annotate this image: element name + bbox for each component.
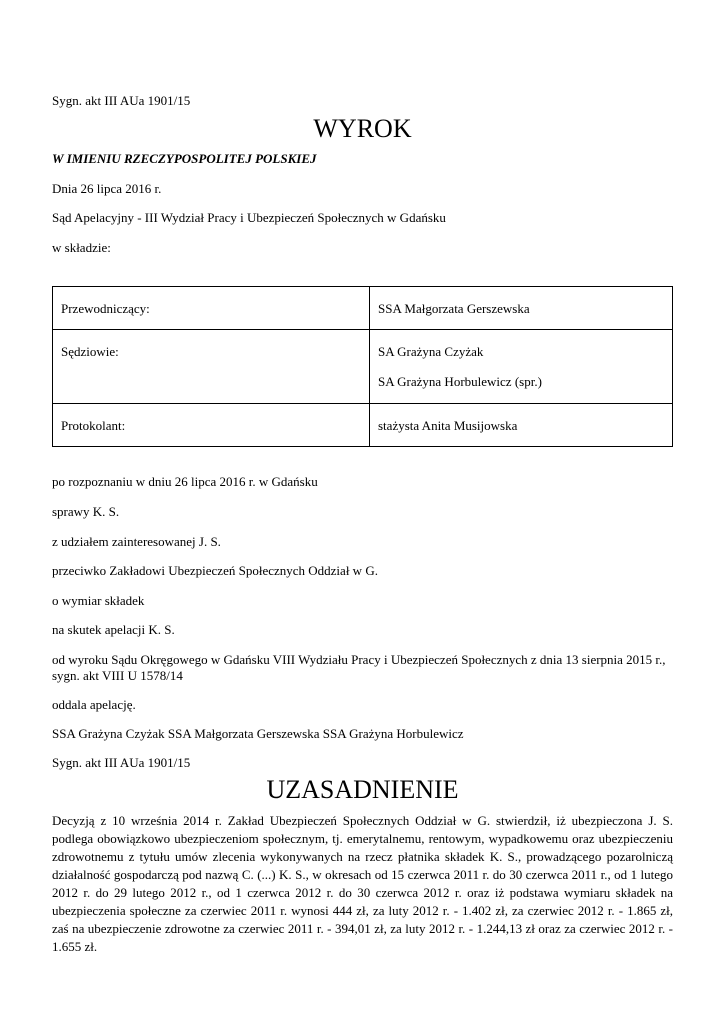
justification-paragraph: Decyzją z 10 września 2014 r. Zakład Ubezpieczeń Społecznych Oddział w G. stwierdził, iż ubezpieczona J. S. podlega obowiązkowo ubezpieczeniom społecznym, tj. emerytalnemu, rentowym, wypadkowemu oraz ubezpieczeniu zdrowotnemu z tytułu umów zlecenia wykonywanych na rzecz płatnika składek K. S., prowadzącego pozarolniczą działalność gospodarczą pod nazwą C. (...) K. S., w okresach od 15 czerwca 2011 r. do 30 czerwca 2011 r., od 1 lutego 2012 r. do 29 lutego 2012 r., od 1 czerwca 2012 r. do 30 czerwca 2012 r. oraz iż podstawa wymiaru składek na ubezpieczenia społeczne za czerwiec 2011 r. wynosi 444 zł, za luty 2012 r. - 1.402 zł, za czerwiec 2012 r. - 1.865 zł, zaś na ubezpieczenie zdrowotne za czerwiec 2011 r. - 394,01 zł, za luty 2012 r. - 1.244,13 zł oraz za czerwiec 2012 r. - 1.655 zł.	[52, 813, 673, 954]
judge-2: SA Grażyna Horbulewicz (spr.)	[378, 374, 542, 389]
clerk-label: Protokolant:	[53, 404, 370, 447]
appeal-line: na skutek apelacji K. S.	[52, 622, 175, 637]
judges-label: Sędziowie:	[53, 330, 370, 404]
composition-label: w składzie:	[52, 240, 111, 255]
chair-value: SSA Małgorzata Gerszewska	[370, 287, 673, 330]
judges-cell	[370, 330, 673, 404]
lower-court-ref-line: sygn. akt VIII U 1578/14	[52, 668, 183, 683]
court-composition-table	[52, 286, 673, 447]
judgment-date: Dnia 26 lipca 2016 r.	[52, 181, 162, 196]
signatures-line: SSA Grażyna Czyżak SSA Małgorzata Gerszewska SSA Grażyna Horbulewicz	[52, 726, 464, 741]
case-reference: Sygn. akt III AUa 1901/15	[52, 93, 191, 108]
court-name: Sąd Apelacyjny - III Wydział Pracy i Ubezpieczeń Społecznych w Gdańsku	[52, 210, 446, 225]
verdict-line: oddala apelację.	[52, 697, 136, 712]
subject-line: o wymiar składek	[52, 593, 145, 608]
lower-court-line: od wyroku Sądu Okręgowego w Gdańsku VIII Wydziału Pracy i Ubezpieczeń Społecznych z dnia 13 sierpnia 2015 r.,	[52, 652, 666, 667]
justification-title: UZASADNIENIE	[266, 775, 459, 804]
document-subtitle: W IMIENIU RZECZYPOSPOLITEJ POLSKIEJ	[52, 151, 317, 166]
judge-1: SA Grażyna Czyżak	[378, 344, 484, 359]
justification-case-reference: Sygn. akt III AUa 1901/15	[52, 755, 191, 770]
hearing-line: po rozpoznaniu w dniu 26 lipca 2016 r. w Gdańsku	[52, 474, 318, 489]
defendant-line: przeciwko Zakładowi Ubezpieczeń Społecznych Oddział w G.	[52, 563, 378, 578]
table-row	[53, 287, 673, 330]
case-party-line: sprawy K. S.	[52, 504, 120, 519]
table-row	[53, 330, 673, 404]
document-title: WYROK	[313, 114, 412, 143]
clerk-value: stażysta Anita Musijowska	[370, 404, 673, 447]
chair-label: Przewodniczący:	[53, 287, 370, 330]
table-row	[53, 404, 673, 447]
interested-party-line: z udziałem zainteresowanej J. S.	[52, 534, 221, 549]
